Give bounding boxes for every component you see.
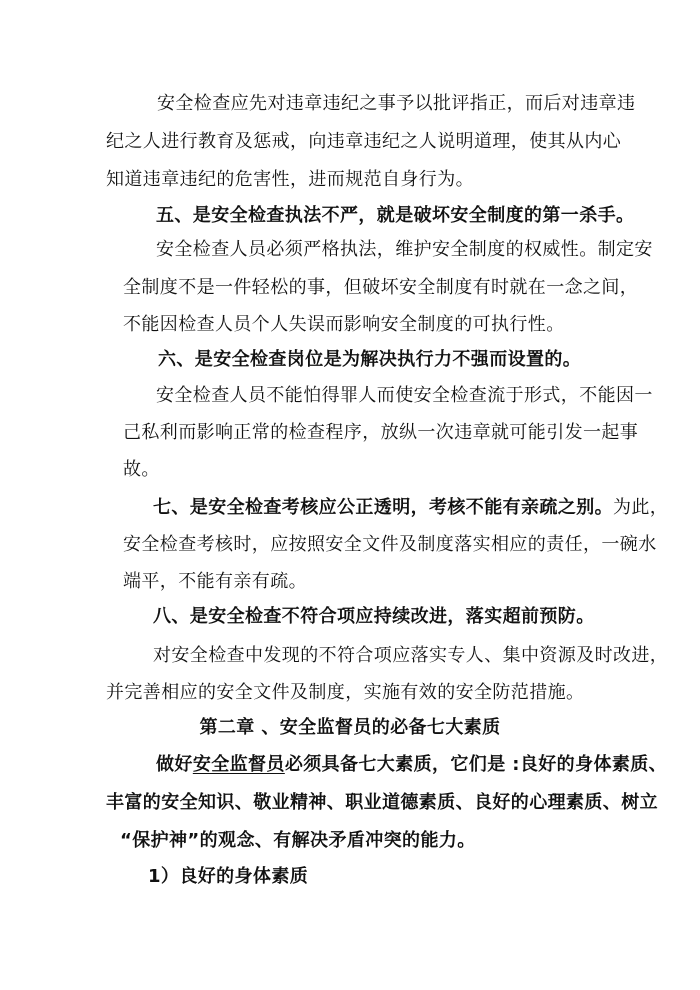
para5-line1: 安全检查人员必须严格执法，维护安全制度的权威性。制定安 (156, 239, 653, 260)
chapter-intro-link[interactable]: 安全监督员 (192, 754, 285, 775)
para5-line2: 全制度不是一件轻松的事，但破坏安全制度有时就在一念之间， (123, 277, 639, 298)
para8-line1: 对安全检查中发现的不符合项应落实专人、集中资源及时改进， (153, 645, 669, 666)
para6-line3: 故。 (123, 459, 160, 480)
para8-line2: 并完善相应的安全文件及制度，实施有效的安全防范措施。 (106, 682, 585, 703)
para5-line3: 不能因检查人员个人失误而影响安全制度的可执行性。 (123, 314, 565, 335)
heading-5: 五、是安全检查执法不严，就是破坏安全制度的第一杀手。 (156, 205, 635, 226)
para1-line2: 纪之人进行教育及惩戒，向违章违纪之人说明道理，使其从内心 (106, 131, 622, 152)
chapter-title: 第二章 、安全监督员的必备七大素质 (199, 717, 501, 738)
chapter-intro-prefix: 做好 (156, 754, 193, 775)
heading-6: 六、是安全检查岗位是为解决执行力不强而设置的。 (158, 349, 582, 370)
para6-line2: 己私利而影响正常的检查程序，放纵一次违章就可能引发一起事 (123, 422, 639, 443)
para1-line3: 知道违章违纪的危害性，进而规范自身行为。 (106, 169, 474, 190)
heading-7-line (153, 495, 668, 521)
subheading-1: 1）良好的身体素质 (148, 866, 309, 887)
chapter-intro-line2: 丰富的安全知识、敬业精神、职业道德素质、良好的心理素质、树立 (106, 792, 658, 813)
para6-line1: 安全检查人员不能怕得罪人而使安全检查流于形式，不能因一 (156, 385, 653, 406)
chapter-intro-suffix: 必须具备七大素质，它们是 :良好的身体素质、 (284, 754, 668, 775)
heading-7: 七、是安全检查考核应公正透明，考核不能有亲疏之别。 (153, 497, 613, 518)
para7-line1: 安全检查考核时，应按照安全文件及制度落实相应的责任，一碗水 (123, 534, 657, 555)
heading-7-tail: 为此， (613, 497, 669, 518)
para1-line1: 安全检查应先对违章违纪之事予以批评指正，而后对违章违 (157, 93, 636, 114)
heading-8: 八、是安全检查不符合项应持续改进，落实超前预防。 (153, 606, 595, 627)
para7-line2: 端平，不能有亲有疏。 (123, 571, 307, 592)
chapter-intro-line1 (156, 752, 667, 778)
chapter-intro-line3: “保护神”的观念、有解决矛盾冲突的能力。 (120, 830, 476, 851)
